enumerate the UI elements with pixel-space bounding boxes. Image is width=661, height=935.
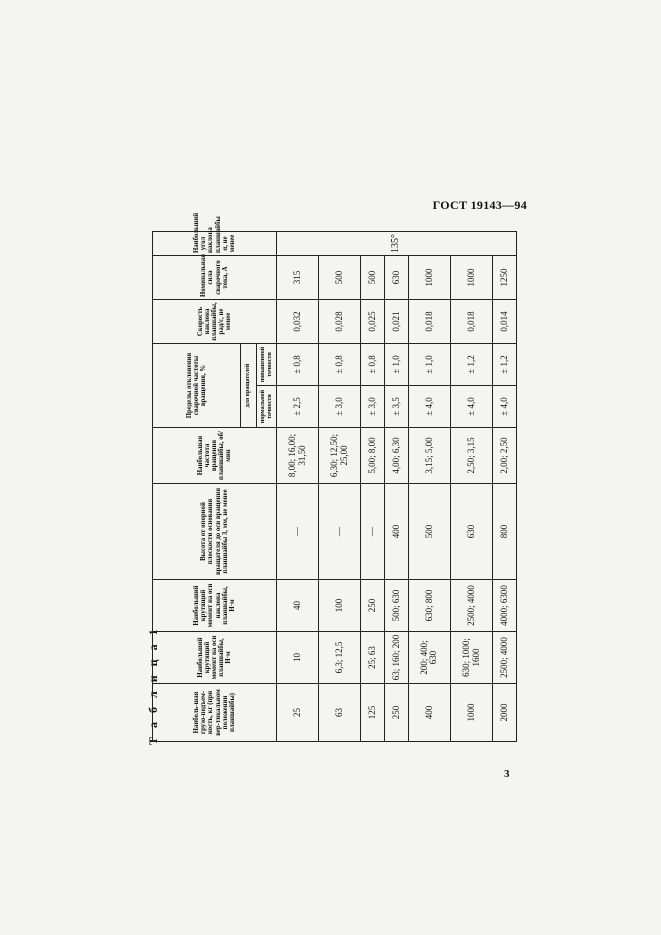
table-cell: 630; 1000; 1600 <box>451 632 493 684</box>
table-cell: 500 <box>319 256 361 300</box>
subheader-high-accuracy: повышенной точности <box>257 344 277 386</box>
col-header-speed: Наибольшая частота вращения планшайбы, об/мин <box>153 428 277 484</box>
table-cell: 800 <box>493 484 517 580</box>
table-cell: 2000 <box>493 684 517 742</box>
table-cell: 4,00; 6,30 <box>385 428 409 484</box>
table-cell: ± 4,0 <box>408 386 450 428</box>
specs-table <box>152 212 517 742</box>
table-cell: 630 <box>451 484 493 580</box>
table-cell: ± 3,0 <box>361 386 385 428</box>
table-cell: — <box>319 484 361 580</box>
table-cell: 0,021 <box>385 300 409 344</box>
table-cell: 40 <box>277 580 319 632</box>
col-header-current: Номинальная сила сварочного тока, А <box>153 256 277 300</box>
table-cell: 5,00; 8,00 <box>361 428 385 484</box>
table-cell: 315 <box>277 256 319 300</box>
table-cell: — <box>361 484 385 580</box>
table-cell: ± 4,0 <box>451 386 493 428</box>
table-cell: 400 <box>385 484 409 580</box>
table-cell: 2,00; 2,50 <box>493 428 517 484</box>
table-cell: ± 3,0 <box>319 386 361 428</box>
table-cell: 4000; 6300 <box>493 580 517 632</box>
table-cell: 25 <box>277 684 319 742</box>
table-cell: 1000 <box>451 256 493 300</box>
col-header-capacity: Наиболь-шая грузо-подъем-ность, кг (при вер-тикальном положении планшайбы) <box>153 684 277 742</box>
table-cell: ± 2,5 <box>277 386 319 428</box>
subheader-normal-accuracy: нормальной точности <box>257 386 277 428</box>
table-cell: — <box>277 484 319 580</box>
table-cell: 25; 63 <box>361 632 385 684</box>
table-cell: 1000 <box>451 684 493 742</box>
table-cell: 2500; 4000 <box>493 632 517 684</box>
col-header-tilt-speed: Скорость наклона планшайбы, рад/с, не менее <box>153 300 277 344</box>
page-number: 3 <box>504 768 510 780</box>
table-cell: 6,3; 12,5 <box>319 632 361 684</box>
table-cell: ± 0,8 <box>277 344 319 386</box>
table-cell: 500 <box>408 484 450 580</box>
table-row <box>408 232 450 742</box>
table-cell: ± 4,0 <box>493 386 517 428</box>
col-header-height: Высота от опорной плоскости основания вращателя до оси вращения планшайбы 3, мм, не менее <box>153 484 277 580</box>
table-cell: 500 <box>361 256 385 300</box>
table-cell: ± 1,2 <box>451 344 493 386</box>
table-row <box>319 232 361 742</box>
table-cell: 3,15; 5,00 <box>408 428 450 484</box>
table-cell: 125 <box>361 684 385 742</box>
table-cell: 630; 800 <box>408 580 450 632</box>
col-header-torque-tilt: Наибольший крутящий момент на оси наклона планшайбы, Н·м <box>153 580 277 632</box>
col-header-tolerance: Пределы отклонения сварочной частоты вращения, % <box>153 344 241 428</box>
col-header-torque-axis: Наибольший крутящий момент на оси планшайбы, Н·м <box>153 632 277 684</box>
table-cell: 250 <box>385 684 409 742</box>
table-row <box>493 232 517 742</box>
table-cell: 2,50; 3,15 <box>451 428 493 484</box>
table-cell: 63; 160; 200 <box>385 632 409 684</box>
table-cell: 6,30; 12,50; 25,00 <box>319 428 361 484</box>
table-cell: ± 1,0 <box>385 344 409 386</box>
table-cell: 2500; 4000 <box>451 580 493 632</box>
table-cell: ± 1,2 <box>493 344 517 386</box>
col-header-angle: Наибольший угол наклона планшайбы α, не менее <box>153 232 277 256</box>
page-header-standard: ГОСТ 19143—94 <box>432 198 527 212</box>
rotated-table-container <box>152 212 517 742</box>
table-caption: Т а б л и ц а 1 <box>146 626 160 745</box>
subheader-for-rotators: для вращателей <box>241 344 257 428</box>
table-cell: 10 <box>277 632 319 684</box>
table-cell: 100 <box>319 580 361 632</box>
table-cell: ± 0,8 <box>319 344 361 386</box>
table-cell: 0,018 <box>451 300 493 344</box>
table-cell: 0,032 <box>277 300 319 344</box>
table-cell: 250 <box>361 580 385 632</box>
table-cell: 1000 <box>408 256 450 300</box>
table-cell: 630 <box>385 256 409 300</box>
table-cell: 63 <box>319 684 361 742</box>
table-row <box>451 232 493 742</box>
table-cell: 0,028 <box>319 300 361 344</box>
table-cell: 0,018 <box>408 300 450 344</box>
table-cell: 400 <box>408 684 450 742</box>
table-cell: ± 3,5 <box>385 386 409 428</box>
table-cell: 500; 630 <box>385 580 409 632</box>
table-cell: 1250 <box>493 256 517 300</box>
table-row <box>361 232 385 742</box>
table-cell: 200; 400; 630 <box>408 632 450 684</box>
table-row <box>277 232 319 742</box>
table-cell: 0,014 <box>493 300 517 344</box>
table-row <box>385 232 409 742</box>
angle-cell: 135° <box>277 232 517 256</box>
table-cell: ± 0,8 <box>361 344 385 386</box>
table-cell: 0,025 <box>361 300 385 344</box>
table-cell: 8,00; 16,00; 31,50 <box>277 428 319 484</box>
table-cell: ± 1,0 <box>408 344 450 386</box>
